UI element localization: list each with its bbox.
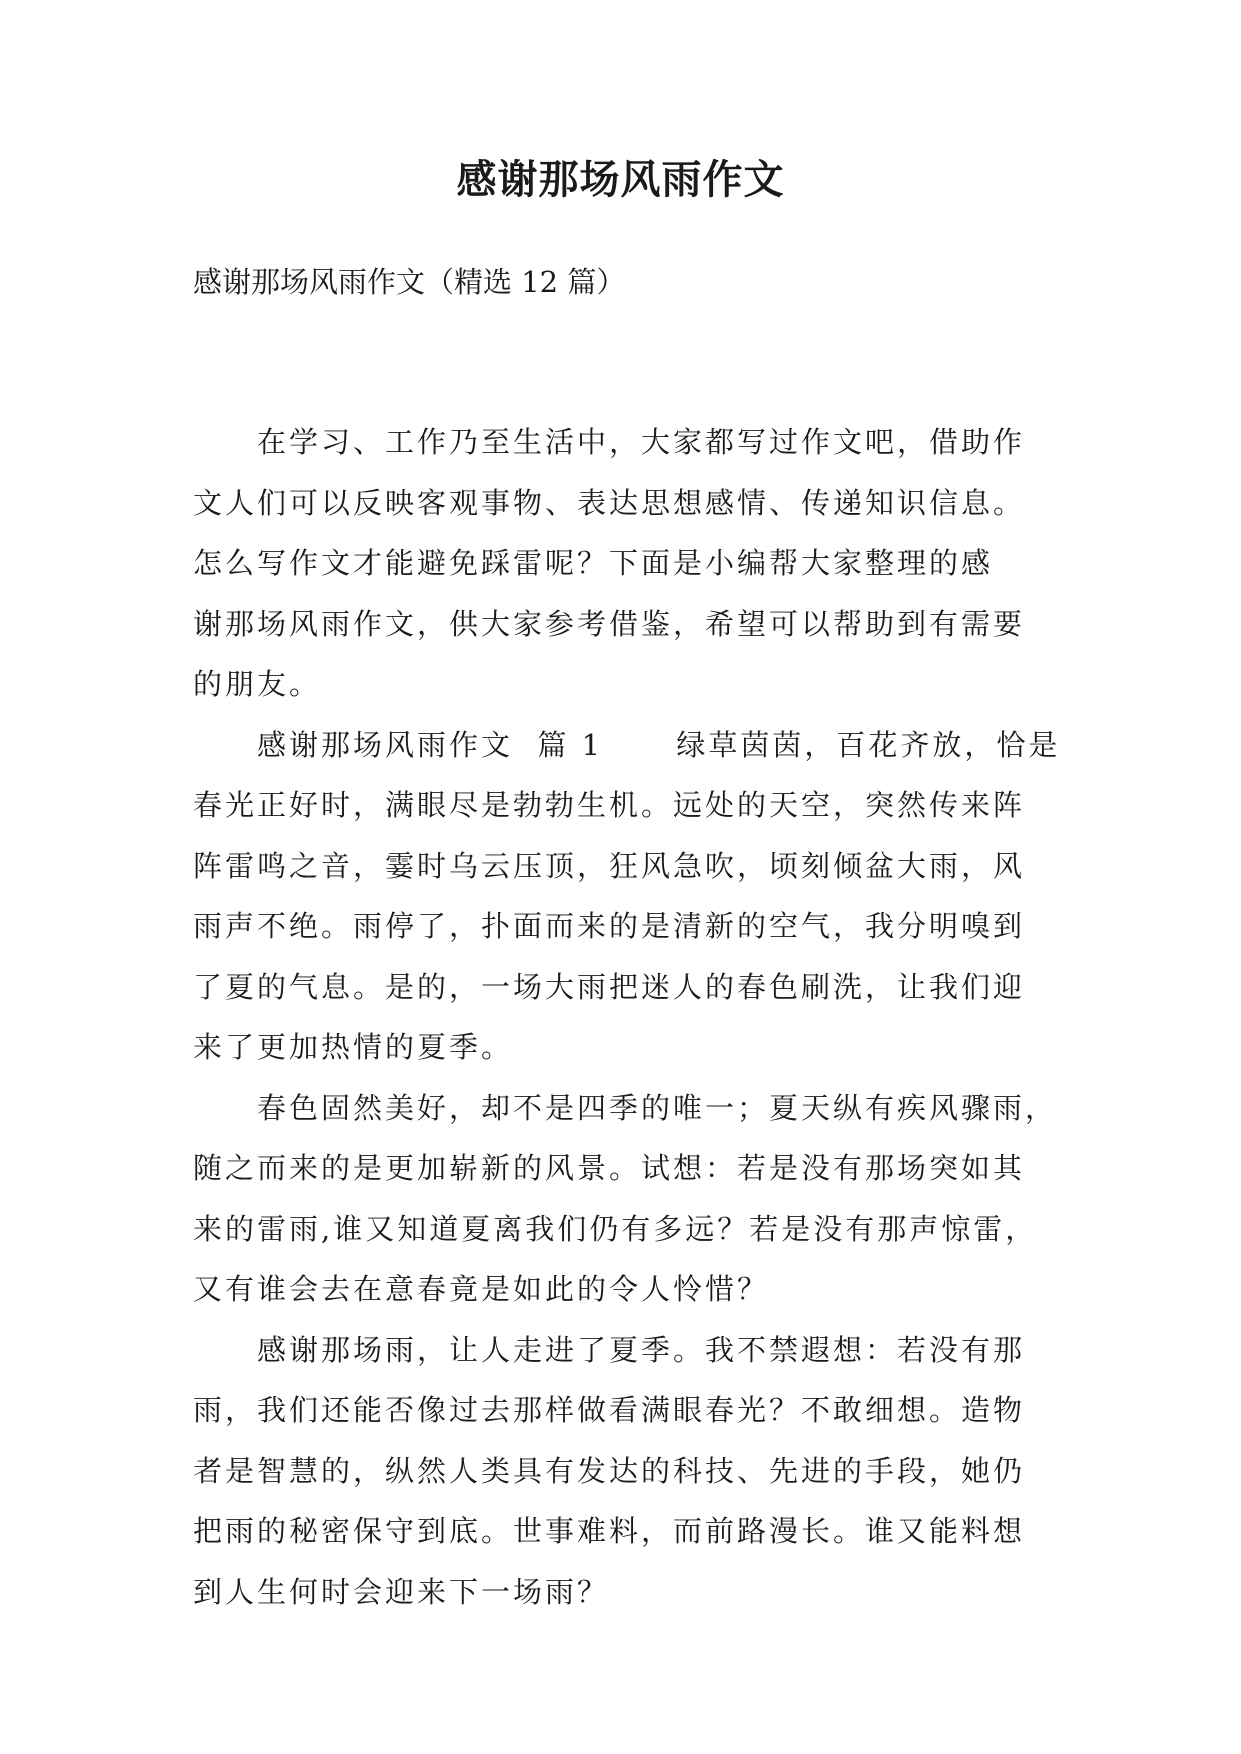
text-line: 感谢那场雨，让人走进了夏季。我不禁遐想：若没有那 bbox=[257, 1332, 1026, 1367]
text-line: 春光正好时，满眼尽是勃勃生机。远处的天空，突然传来阵 bbox=[193, 788, 1026, 822]
paragraph-intro bbox=[193, 412, 1073, 715]
document-title: 感谢那场风雨作文 bbox=[456, 156, 785, 203]
text-line: 来了更加热情的夏季。 bbox=[193, 1030, 514, 1064]
text-line: 的朋友。 bbox=[193, 667, 322, 701]
document-subtitle: 感谢那场风雨作文（精选 12 篇） bbox=[193, 265, 626, 299]
text-line: 随之而来的是更加崭新的风景。试想：若是没有那场突如其 bbox=[193, 1151, 1026, 1185]
text-line: 感谢那场风雨作文 篇 1 绿草茵茵，百花齐放，恰是 bbox=[257, 727, 1061, 762]
text-line: 来的雷雨,谁又知道夏离我们仍有多远？若是没有那声惊雷， bbox=[193, 1211, 1038, 1246]
text-line: 把雨的秘密保守到底。世事难料，而前路漫长。谁又能料想 bbox=[193, 1514, 1026, 1548]
text-line: 了夏的气息。是的，一场大雨把迷人的春色刷洗，让我们迎 bbox=[193, 969, 1026, 1004]
text-line: 又有谁会去在意春竟是如此的令人怜惜？ bbox=[193, 1272, 770, 1306]
document-body bbox=[193, 412, 1073, 1622]
text-line: 雨声不绝。雨停了，扑面而来的是清新的空气，我分明嗅到 bbox=[193, 909, 1026, 943]
paragraph-rain bbox=[193, 1320, 1073, 1623]
text-line: 阵雷鸣之音，霎时乌云压顶，狂风急吹，顷刻倾盆大雨，风 bbox=[193, 848, 1026, 883]
text-line: 雨，我们还能否像过去那样做看满眼春光？不敢细想。造物 bbox=[193, 1393, 1026, 1427]
text-line: 文人们可以反映客观事物、表达思想感情、传递知识信息。 bbox=[193, 485, 1026, 520]
text-line: 到人生何时会迎来下一场雨？ bbox=[193, 1574, 610, 1609]
text-line: 者是智慧的，纵然人类具有发达的科技、先进的手段，她仍 bbox=[193, 1453, 1026, 1488]
text-line: 春色固然美好，却不是四季的唯一；夏天纵有疾风骤雨， bbox=[257, 1090, 1058, 1125]
text-line: 怎么写作文才能避免踩雷呢？下面是小编帮大家整理的感 bbox=[193, 546, 994, 580]
paragraph-spring bbox=[193, 1078, 1073, 1320]
text-line: 在学习、工作乃至生活中，大家都写过作文吧，借助作 bbox=[257, 425, 1026, 459]
text-line: 谢那场风雨作文，供大家参考借鉴，希望可以帮助到有需要 bbox=[193, 606, 1026, 641]
paragraph-essay-1 bbox=[193, 715, 1073, 1078]
